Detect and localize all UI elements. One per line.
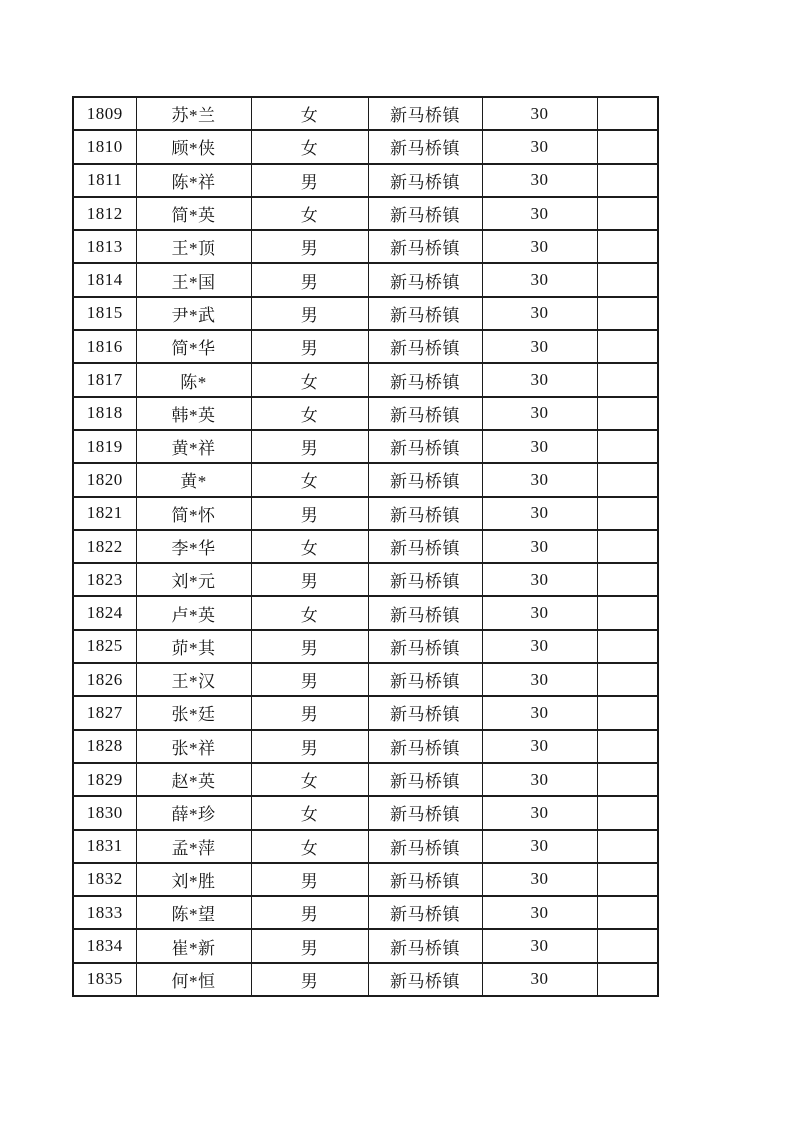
town-cell: 新马桥镇 — [368, 230, 482, 263]
amount-cell: 30 — [482, 730, 597, 763]
row-number-cell: 1826 — [73, 663, 136, 696]
table-row — [73, 929, 658, 962]
gender-cell: 男 — [251, 963, 368, 996]
gender-cell: 男 — [251, 497, 368, 530]
gender-cell: 女 — [251, 530, 368, 563]
note-cell — [597, 896, 658, 929]
note-cell — [597, 830, 658, 863]
name-cell: 王*汉 — [136, 663, 251, 696]
row-number-cell: 1828 — [73, 730, 136, 763]
gender-cell: 男 — [251, 430, 368, 463]
row-number-cell: 1820 — [73, 463, 136, 496]
name-cell: 简*英 — [136, 197, 251, 230]
row-number-cell: 1812 — [73, 197, 136, 230]
amount-cell: 30 — [482, 796, 597, 829]
amount-cell: 30 — [482, 563, 597, 596]
name-cell: 孟*萍 — [136, 830, 251, 863]
name-cell: 王*国 — [136, 263, 251, 296]
name-cell: 黄*祥 — [136, 430, 251, 463]
row-number-cell: 1835 — [73, 963, 136, 996]
name-cell: 李*华 — [136, 530, 251, 563]
note-cell — [597, 297, 658, 330]
town-cell: 新马桥镇 — [368, 730, 482, 763]
amount-cell: 30 — [482, 863, 597, 896]
town-cell: 新马桥镇 — [368, 97, 482, 130]
row-number-cell: 1824 — [73, 596, 136, 629]
note-cell — [597, 497, 658, 530]
amount-cell: 30 — [482, 263, 597, 296]
note-cell — [597, 730, 658, 763]
amount-cell: 30 — [482, 663, 597, 696]
amount-cell: 30 — [482, 630, 597, 663]
note-cell — [597, 130, 658, 163]
table-row — [73, 563, 658, 596]
table-row — [73, 164, 658, 197]
name-cell: 王*顶 — [136, 230, 251, 263]
note-cell — [597, 197, 658, 230]
name-cell: 卢*英 — [136, 596, 251, 629]
note-cell — [597, 230, 658, 263]
row-number-cell: 1810 — [73, 130, 136, 163]
row-number-cell: 1832 — [73, 863, 136, 896]
table-row — [73, 896, 658, 929]
town-cell: 新马桥镇 — [368, 763, 482, 796]
name-cell: 苏*兰 — [136, 97, 251, 130]
amount-cell: 30 — [482, 430, 597, 463]
row-number-cell: 1816 — [73, 330, 136, 363]
name-cell: 陈* — [136, 363, 251, 396]
town-cell: 新马桥镇 — [368, 297, 482, 330]
table-row — [73, 397, 658, 430]
town-cell: 新马桥镇 — [368, 929, 482, 962]
note-cell — [597, 463, 658, 496]
gender-cell: 男 — [251, 929, 368, 962]
gender-cell: 女 — [251, 796, 368, 829]
town-cell: 新马桥镇 — [368, 896, 482, 929]
amount-cell: 30 — [482, 963, 597, 996]
amount-cell: 30 — [482, 230, 597, 263]
row-number-cell: 1814 — [73, 263, 136, 296]
note-cell — [597, 164, 658, 197]
row-number-cell: 1811 — [73, 164, 136, 197]
town-cell: 新马桥镇 — [368, 330, 482, 363]
table-row — [73, 463, 658, 496]
name-cell: 张*祥 — [136, 730, 251, 763]
amount-cell: 30 — [482, 164, 597, 197]
gender-cell: 男 — [251, 630, 368, 663]
table-row — [73, 263, 658, 296]
row-number-cell: 1818 — [73, 397, 136, 430]
table-row — [73, 130, 658, 163]
table-row — [73, 430, 658, 463]
town-cell: 新马桥镇 — [368, 963, 482, 996]
amount-cell: 30 — [482, 596, 597, 629]
row-number-cell: 1830 — [73, 796, 136, 829]
amount-cell: 30 — [482, 363, 597, 396]
note-cell — [597, 330, 658, 363]
row-number-cell: 1815 — [73, 297, 136, 330]
name-cell: 简*怀 — [136, 497, 251, 530]
gender-cell: 女 — [251, 397, 368, 430]
amount-cell: 30 — [482, 929, 597, 962]
note-cell — [597, 663, 658, 696]
gender-cell: 男 — [251, 230, 368, 263]
amount-cell: 30 — [482, 497, 597, 530]
table-row — [73, 330, 658, 363]
amount-cell: 30 — [482, 297, 597, 330]
gender-cell: 女 — [251, 130, 368, 163]
table-row — [73, 763, 658, 796]
amount-cell: 30 — [482, 463, 597, 496]
row-number-cell: 1827 — [73, 696, 136, 729]
row-number-cell: 1809 — [73, 97, 136, 130]
name-cell: 崔*新 — [136, 929, 251, 962]
note-cell — [597, 596, 658, 629]
town-cell: 新马桥镇 — [368, 497, 482, 530]
gender-cell: 女 — [251, 463, 368, 496]
row-number-cell: 1817 — [73, 363, 136, 396]
table-row — [73, 796, 658, 829]
gender-cell: 男 — [251, 330, 368, 363]
row-number-cell: 1819 — [73, 430, 136, 463]
table-row — [73, 596, 658, 629]
row-number-cell: 1813 — [73, 230, 136, 263]
table-row — [73, 730, 658, 763]
note-cell — [597, 263, 658, 296]
town-cell: 新马桥镇 — [368, 397, 482, 430]
gender-cell: 男 — [251, 263, 368, 296]
gender-cell: 女 — [251, 97, 368, 130]
note-cell — [597, 530, 658, 563]
note-cell — [597, 630, 658, 663]
name-cell: 茆*其 — [136, 630, 251, 663]
gender-cell: 男 — [251, 297, 368, 330]
table-row — [73, 530, 658, 563]
table-row — [73, 663, 658, 696]
note-cell — [597, 863, 658, 896]
row-number-cell: 1833 — [73, 896, 136, 929]
town-cell: 新马桥镇 — [368, 663, 482, 696]
gender-cell: 男 — [251, 896, 368, 929]
town-cell: 新马桥镇 — [368, 363, 482, 396]
note-cell — [597, 97, 658, 130]
amount-cell: 30 — [482, 97, 597, 130]
gender-cell: 男 — [251, 863, 368, 896]
table-row — [73, 497, 658, 530]
name-cell: 赵*英 — [136, 763, 251, 796]
gender-cell: 女 — [251, 763, 368, 796]
gender-cell: 女 — [251, 363, 368, 396]
name-cell: 韩*英 — [136, 397, 251, 430]
name-cell: 尹*武 — [136, 297, 251, 330]
town-cell: 新马桥镇 — [368, 563, 482, 596]
name-cell: 简*华 — [136, 330, 251, 363]
gender-cell: 男 — [251, 563, 368, 596]
row-number-cell: 1834 — [73, 929, 136, 962]
row-number-cell: 1823 — [73, 563, 136, 596]
note-cell — [597, 696, 658, 729]
name-cell: 刘*胜 — [136, 863, 251, 896]
name-cell: 刘*元 — [136, 563, 251, 596]
note-cell — [597, 363, 658, 396]
amount-cell: 30 — [482, 530, 597, 563]
town-cell: 新马桥镇 — [368, 863, 482, 896]
table-row — [73, 963, 658, 996]
amount-cell: 30 — [482, 830, 597, 863]
name-cell: 张*廷 — [136, 696, 251, 729]
town-cell: 新马桥镇 — [368, 164, 482, 197]
gender-cell: 女 — [251, 197, 368, 230]
note-cell — [597, 397, 658, 430]
beneficiary-table — [72, 96, 659, 997]
row-number-cell: 1825 — [73, 630, 136, 663]
table-row — [73, 197, 658, 230]
row-number-cell: 1829 — [73, 763, 136, 796]
gender-cell: 男 — [251, 663, 368, 696]
amount-cell: 30 — [482, 763, 597, 796]
amount-cell: 30 — [482, 197, 597, 230]
town-cell: 新马桥镇 — [368, 530, 482, 563]
gender-cell: 女 — [251, 596, 368, 629]
amount-cell: 30 — [482, 896, 597, 929]
row-number-cell: 1831 — [73, 830, 136, 863]
town-cell: 新马桥镇 — [368, 463, 482, 496]
row-number-cell: 1821 — [73, 497, 136, 530]
name-cell: 陈*望 — [136, 896, 251, 929]
table-row — [73, 830, 658, 863]
name-cell: 何*恒 — [136, 963, 251, 996]
gender-cell: 男 — [251, 730, 368, 763]
name-cell: 黄* — [136, 463, 251, 496]
table-row — [73, 230, 658, 263]
table-row — [73, 630, 658, 663]
name-cell: 薛*珍 — [136, 796, 251, 829]
name-cell: 顾*侠 — [136, 130, 251, 163]
note-cell — [597, 763, 658, 796]
note-cell — [597, 929, 658, 962]
amount-cell: 30 — [482, 696, 597, 729]
town-cell: 新马桥镇 — [368, 796, 482, 829]
table-row — [73, 97, 658, 130]
row-number-cell: 1822 — [73, 530, 136, 563]
table-row — [73, 363, 658, 396]
town-cell: 新马桥镇 — [368, 430, 482, 463]
table-row — [73, 297, 658, 330]
gender-cell: 男 — [251, 696, 368, 729]
note-cell — [597, 430, 658, 463]
gender-cell: 男 — [251, 164, 368, 197]
table-row — [73, 863, 658, 896]
amount-cell: 30 — [482, 397, 597, 430]
name-cell: 陈*祥 — [136, 164, 251, 197]
table-row — [73, 696, 658, 729]
town-cell: 新马桥镇 — [368, 830, 482, 863]
note-cell — [597, 963, 658, 996]
amount-cell: 30 — [482, 130, 597, 163]
town-cell: 新马桥镇 — [368, 197, 482, 230]
gender-cell: 女 — [251, 830, 368, 863]
town-cell: 新马桥镇 — [368, 696, 482, 729]
note-cell — [597, 796, 658, 829]
note-cell — [597, 563, 658, 596]
town-cell: 新马桥镇 — [368, 263, 482, 296]
town-cell: 新马桥镇 — [368, 630, 482, 663]
amount-cell: 30 — [482, 330, 597, 363]
town-cell: 新马桥镇 — [368, 130, 482, 163]
town-cell: 新马桥镇 — [368, 596, 482, 629]
table-body — [73, 97, 658, 996]
